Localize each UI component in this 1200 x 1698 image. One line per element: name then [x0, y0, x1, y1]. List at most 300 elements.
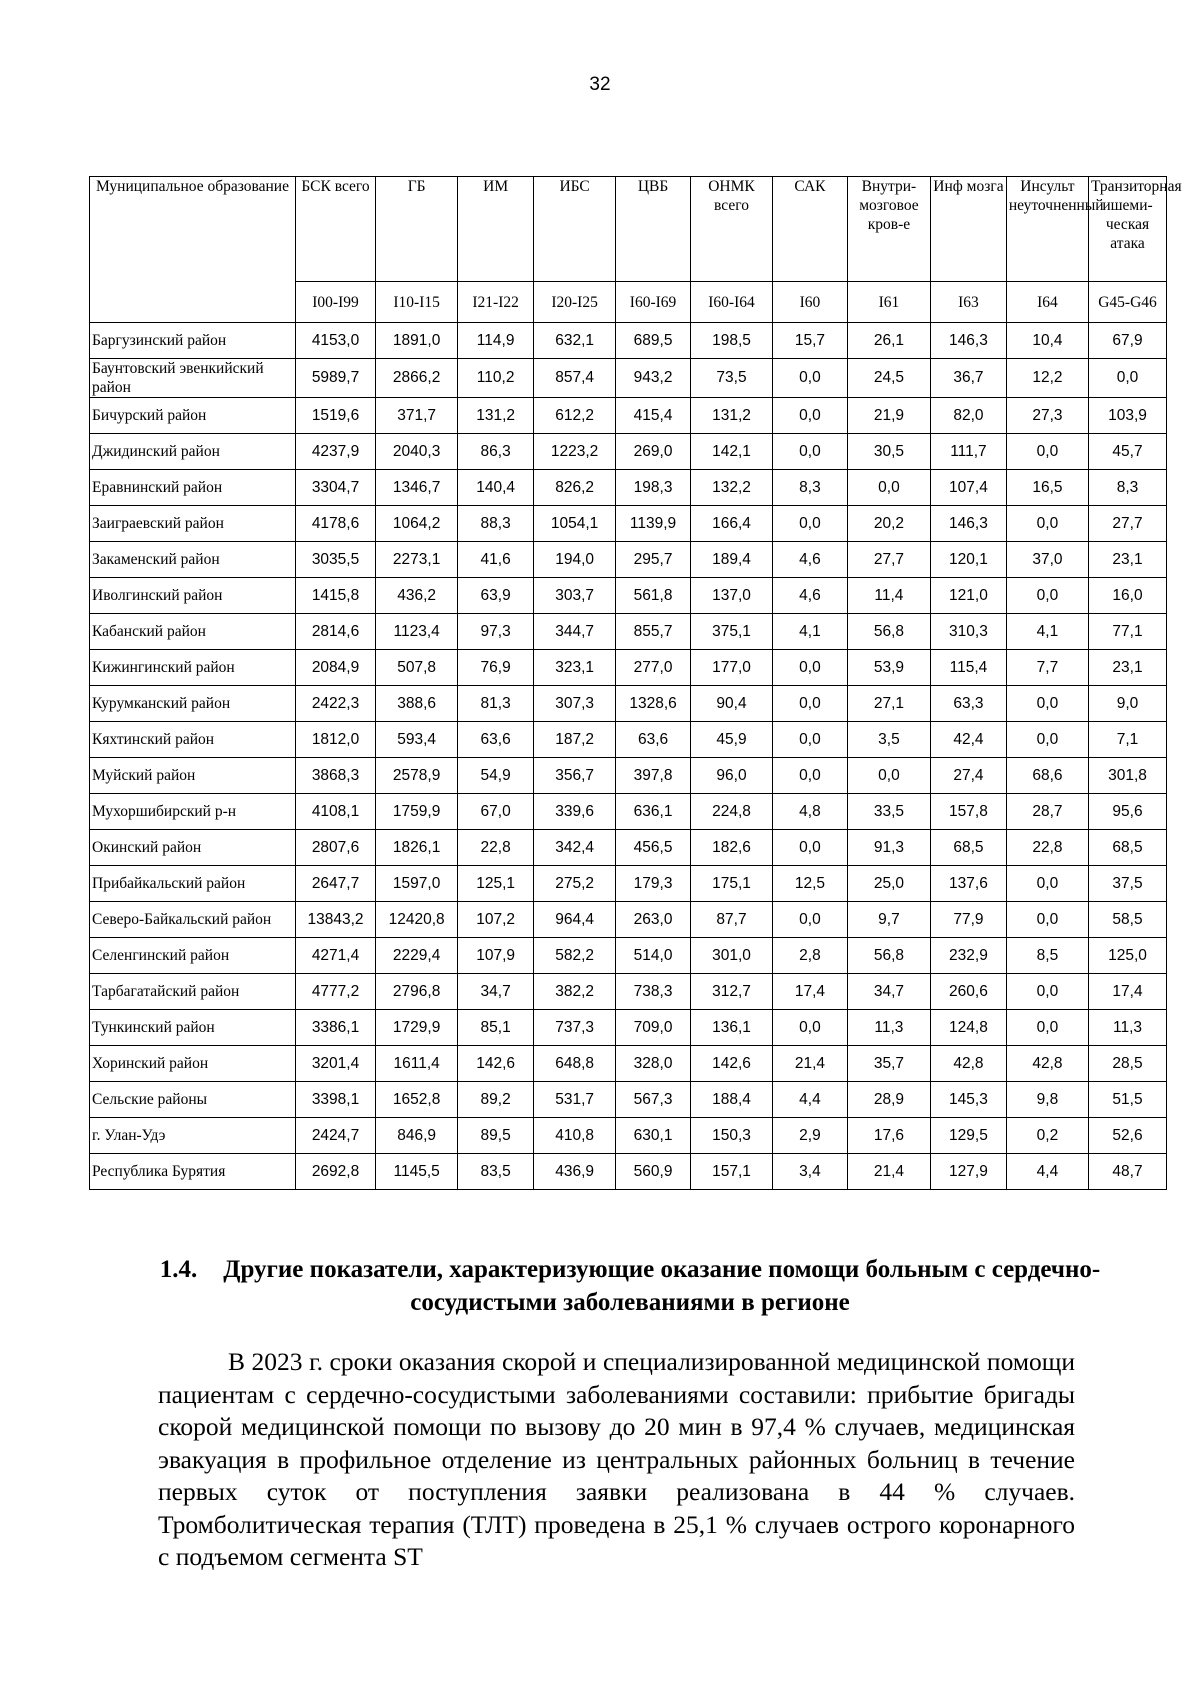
table-cell: 10,4: [1006, 323, 1088, 359]
table-cell: 17,4: [773, 974, 848, 1010]
table-cell: 12420,8: [376, 902, 458, 938]
table-cell: 142,6: [458, 1046, 534, 1082]
table-cell: 23,1: [1089, 650, 1167, 686]
table-cell: 3,4: [773, 1154, 848, 1190]
table-cell: 68,5: [1089, 830, 1167, 866]
table-cell: 68,5: [931, 830, 1007, 866]
table-cell: 1826,1: [376, 830, 458, 866]
table-cell: 436,9: [534, 1154, 616, 1190]
table-cell: 0,0: [1006, 902, 1088, 938]
table-cell: 0,0: [1006, 866, 1088, 902]
table-cell: 2,8: [773, 938, 848, 974]
table-cell: 42,4: [931, 722, 1007, 758]
table-cell: 68,6: [1006, 758, 1088, 794]
table-cell: 42,8: [931, 1046, 1007, 1082]
table-cell: 388,6: [376, 686, 458, 722]
table-cell: 582,2: [534, 938, 616, 974]
table-cell: 56,8: [847, 614, 930, 650]
table-cell: 356,7: [534, 758, 616, 794]
table-cell: 738,3: [616, 974, 691, 1010]
section-heading: [150, 1253, 1110, 1319]
table-cell: 0,0: [1006, 722, 1088, 758]
table-cell: 0,0: [773, 506, 848, 542]
table-cell: 52,6: [1089, 1118, 1167, 1154]
table-cell: 175,1: [690, 866, 772, 902]
column-header: ЦВБ: [616, 177, 691, 282]
table-cell: 0,0: [773, 434, 848, 470]
table-cell: 27,7: [1089, 506, 1167, 542]
table-cell: 77,1: [1089, 614, 1167, 650]
table-cell: 826,2: [534, 470, 616, 506]
table-cell: 4153,0: [296, 323, 376, 359]
table-cell: 30,5: [847, 434, 930, 470]
table-cell: 342,4: [534, 830, 616, 866]
table-cell: 146,3: [931, 506, 1007, 542]
table-cell: 21,4: [773, 1046, 848, 1082]
table-cell: 1328,6: [616, 686, 691, 722]
table-cell: 3,5: [847, 722, 930, 758]
table-row: [90, 578, 1167, 614]
table-cell: 0,0: [773, 359, 848, 398]
table-body: [90, 323, 1167, 1190]
table-row: [90, 323, 1167, 359]
table-cell: 269,0: [616, 434, 691, 470]
table-cell: 35,7: [847, 1046, 930, 1082]
table-cell: 127,9: [931, 1154, 1007, 1190]
table-cell: 54,9: [458, 758, 534, 794]
table-cell: 593,4: [376, 722, 458, 758]
table-row: [90, 506, 1167, 542]
table-cell: 2084,9: [296, 650, 376, 686]
table-cell: 177,0: [690, 650, 772, 686]
table-cell: 73,5: [690, 359, 772, 398]
table-cell: 37,5: [1089, 866, 1167, 902]
table-row: [90, 686, 1167, 722]
icd-code: I64: [1006, 282, 1088, 323]
table-cell: 339,6: [534, 794, 616, 830]
table-cell: 1597,0: [376, 866, 458, 902]
table-cell: 328,0: [616, 1046, 691, 1082]
table-cell: 27,7: [847, 542, 930, 578]
table-cell: 1123,4: [376, 614, 458, 650]
table-cell: 77,9: [931, 902, 1007, 938]
table-cell: 87,7: [690, 902, 772, 938]
municipality-name: Курумканский район: [90, 686, 296, 722]
column-header: Транзиторная ишеми-ческая атака: [1089, 177, 1167, 282]
table-cell: 107,4: [931, 470, 1007, 506]
table-cell: 0,0: [847, 758, 930, 794]
table-cell: 129,5: [931, 1118, 1007, 1154]
table-cell: 0,0: [1089, 359, 1167, 398]
table-cell: 4,4: [1006, 1154, 1088, 1190]
table-cell: 0,0: [773, 650, 848, 686]
table-cell: 636,1: [616, 794, 691, 830]
municipality-name: Кабанский район: [90, 614, 296, 650]
table-row: [90, 902, 1167, 938]
table-cell: 140,4: [458, 470, 534, 506]
municipality-name: Окинский район: [90, 830, 296, 866]
table-cell: 1054,1: [534, 506, 616, 542]
table-row: [90, 758, 1167, 794]
table-cell: 0,0: [1006, 686, 1088, 722]
table-cell: 943,2: [616, 359, 691, 398]
column-header: ИБС: [534, 177, 616, 282]
table-cell: 632,1: [534, 323, 616, 359]
icd-code: I60-I69: [616, 282, 691, 323]
table-row: [90, 1046, 1167, 1082]
table-cell: 7,1: [1089, 722, 1167, 758]
table-cell: 26,1: [847, 323, 930, 359]
table-cell: 67,0: [458, 794, 534, 830]
table-cell: 846,9: [376, 1118, 458, 1154]
table-cell: 125,1: [458, 866, 534, 902]
table-cell: 3304,7: [296, 470, 376, 506]
table-cell: 2578,9: [376, 758, 458, 794]
table-cell: 1139,9: [616, 506, 691, 542]
table-cell: 4178,6: [296, 506, 376, 542]
column-header: САК: [773, 177, 848, 282]
table-cell: 58,5: [1089, 902, 1167, 938]
table-cell: 194,0: [534, 542, 616, 578]
table-cell: 2866,2: [376, 359, 458, 398]
table-row: [90, 722, 1167, 758]
table-cell: 63,6: [616, 722, 691, 758]
table-cell: 22,8: [1006, 830, 1088, 866]
table-cell: 3386,1: [296, 1010, 376, 1046]
table-cell: 4108,1: [296, 794, 376, 830]
icd-code: I10-I15: [376, 282, 458, 323]
table-cell: 12,2: [1006, 359, 1088, 398]
table-cell: 0,0: [1006, 434, 1088, 470]
table-cell: 179,3: [616, 866, 691, 902]
table-cell: 28,5: [1089, 1046, 1167, 1082]
municipality-name: г. Улан-Удэ: [90, 1118, 296, 1154]
table-cell: 301,8: [1089, 758, 1167, 794]
table-cell: 275,2: [534, 866, 616, 902]
table-cell: 1519,6: [296, 398, 376, 434]
table-cell: 567,3: [616, 1082, 691, 1118]
table-cell: 166,4: [690, 506, 772, 542]
table-cell: 4,1: [773, 614, 848, 650]
table-cell: 150,3: [690, 1118, 772, 1154]
table-cell: 561,8: [616, 578, 691, 614]
column-header: ГБ: [376, 177, 458, 282]
table-cell: 107,9: [458, 938, 534, 974]
table-cell: 8,3: [773, 470, 848, 506]
table-cell: 25,0: [847, 866, 930, 902]
municipality-name: Бичурский район: [90, 398, 296, 434]
table-cell: 131,2: [458, 398, 534, 434]
table-row: [90, 1082, 1167, 1118]
table-cell: 41,6: [458, 542, 534, 578]
municipality-name: Джидинский район: [90, 434, 296, 470]
table-cell: 11,3: [1089, 1010, 1167, 1046]
table-cell: 63,6: [458, 722, 534, 758]
table-cell: 56,8: [847, 938, 930, 974]
table-cell: 2647,7: [296, 866, 376, 902]
table-cell: 323,1: [534, 650, 616, 686]
table-cell: 0,0: [773, 686, 848, 722]
table-cell: 20,2: [847, 506, 930, 542]
table-cell: 3398,1: [296, 1082, 376, 1118]
table-cell: 36,7: [931, 359, 1007, 398]
table-cell: 53,9: [847, 650, 930, 686]
table-cell: 21,4: [847, 1154, 930, 1190]
table-cell: 63,9: [458, 578, 534, 614]
table-cell: 187,2: [534, 722, 616, 758]
table-cell: 82,0: [931, 398, 1007, 434]
municipality-name: Хоринский район: [90, 1046, 296, 1082]
icd-code: I21-I22: [458, 282, 534, 323]
table-cell: 89,2: [458, 1082, 534, 1118]
table-row: [90, 434, 1167, 470]
table-cell: 111,7: [931, 434, 1007, 470]
table-cell: 1415,8: [296, 578, 376, 614]
table-cell: 23,1: [1089, 542, 1167, 578]
table-cell: 310,3: [931, 614, 1007, 650]
table-cell: 189,4: [690, 542, 772, 578]
table-cell: 295,7: [616, 542, 691, 578]
table-row: [90, 830, 1167, 866]
table-cell: 2814,6: [296, 614, 376, 650]
table-cell: 2040,3: [376, 434, 458, 470]
table-cell: 2424,7: [296, 1118, 376, 1154]
table-cell: 303,7: [534, 578, 616, 614]
table-cell: 0,0: [1006, 578, 1088, 614]
table-cell: 12,5: [773, 866, 848, 902]
table-cell: 382,2: [534, 974, 616, 1010]
table-cell: 33,5: [847, 794, 930, 830]
table-cell: 107,2: [458, 902, 534, 938]
table-cell: 146,3: [931, 323, 1007, 359]
table-cell: 88,3: [458, 506, 534, 542]
table-cell: 120,1: [931, 542, 1007, 578]
table-cell: 21,9: [847, 398, 930, 434]
column-header: Инсульт неуточненный: [1006, 177, 1088, 282]
table-row: [90, 1154, 1167, 1190]
table-row: [90, 866, 1167, 902]
table-cell: 371,7: [376, 398, 458, 434]
table-cell: 301,0: [690, 938, 772, 974]
table-cell: 709,0: [616, 1010, 691, 1046]
column-header: Внутри-мозговое кров-е: [847, 177, 930, 282]
table-row: [90, 398, 1167, 434]
body-paragraph: В 2023 г. сроки оказания скорой и специализированной медицинской помощи пациентам с сердечно-сосудистыми заболеваниями составили: прибытие бригады скорой медицинской помощи по вызову до 20 мин в 97,4 % случаев, медицинская эвакуация в профильное отделение из центральных районных больниц в течение первых суток от поступления заявки реализована в 44 % случаев. Тромболитическая терапия (ТЛТ) проведена в 25,1 % случаев острого коронарного с подъемом сегмента ST: [158, 1347, 1075, 1571]
column-header-municipality: Муниципальное образование: [90, 177, 296, 323]
table-cell: 2229,4: [376, 938, 458, 974]
table-cell: 48,7: [1089, 1154, 1167, 1190]
table-cell: 28,7: [1006, 794, 1088, 830]
table-cell: 136,1: [690, 1010, 772, 1046]
municipality-name: Заиграевский район: [90, 506, 296, 542]
table-cell: 375,1: [690, 614, 772, 650]
table-cell: 855,7: [616, 614, 691, 650]
table-cell: 83,5: [458, 1154, 534, 1190]
header-names-row: [90, 177, 1167, 282]
icd-code: I63: [931, 282, 1007, 323]
table-cell: 17,4: [1089, 974, 1167, 1010]
table-cell: 2796,8: [376, 974, 458, 1010]
table-cell: 0,0: [1006, 1010, 1088, 1046]
table-cell: 4,6: [773, 578, 848, 614]
page-number: 32: [589, 74, 611, 95]
table-cell: 137,6: [931, 866, 1007, 902]
table-row: [90, 938, 1167, 974]
table-cell: 198,3: [616, 470, 691, 506]
table-row: [90, 1010, 1167, 1046]
table-cell: 24,5: [847, 359, 930, 398]
table-cell: 3035,5: [296, 542, 376, 578]
table-cell: 142,1: [690, 434, 772, 470]
table-row: [90, 542, 1167, 578]
table-cell: 42,8: [1006, 1046, 1088, 1082]
table-cell: 689,5: [616, 323, 691, 359]
section-title-text: Другие показатели, характеризующие оказание помощи больным с сердечно-сосудистыми заболеваниями в регионе: [223, 1256, 1101, 1316]
municipality-name: Кижингинский район: [90, 650, 296, 686]
table-cell: 182,6: [690, 830, 772, 866]
cardiovascular-stats-table: [89, 176, 1182, 1190]
icd-code: I61: [847, 282, 930, 323]
table-cell: 507,8: [376, 650, 458, 686]
table-cell: 415,4: [616, 398, 691, 434]
table-cell: 263,0: [616, 902, 691, 938]
table-cell: 0,0: [773, 1010, 848, 1046]
table-cell: 9,7: [847, 902, 930, 938]
table-cell: 103,9: [1089, 398, 1167, 434]
icd-code: G45-G46: [1089, 282, 1167, 323]
table-cell: 124,8: [931, 1010, 1007, 1046]
table-cell: 28,9: [847, 1082, 930, 1118]
table-row: [90, 614, 1167, 650]
table-cell: 157,1: [690, 1154, 772, 1190]
icd-code: I00-I99: [296, 282, 376, 323]
section-number: 1.4.: [159, 1256, 198, 1283]
table-cell: 11,4: [847, 578, 930, 614]
table-cell: 344,7: [534, 614, 616, 650]
table-cell: 0,0: [773, 902, 848, 938]
table-cell: 4,4: [773, 1082, 848, 1118]
table-cell: 5989,7: [296, 359, 376, 398]
table-cell: 121,0: [931, 578, 1007, 614]
table-row: [90, 650, 1167, 686]
table-cell: 86,3: [458, 434, 534, 470]
table-cell: 0,0: [1006, 506, 1088, 542]
municipality-name: Закаменский район: [90, 542, 296, 578]
table-cell: 34,7: [847, 974, 930, 1010]
municipality-name: Тункинский район: [90, 1010, 296, 1046]
table-cell: 81,3: [458, 686, 534, 722]
table-cell: 410,8: [534, 1118, 616, 1154]
table-row: [90, 794, 1167, 830]
table-cell: 630,1: [616, 1118, 691, 1154]
table-cell: 16,0: [1089, 578, 1167, 614]
table-cell: 198,5: [690, 323, 772, 359]
table-cell: 4,6: [773, 542, 848, 578]
municipality-name: Кяхтинский район: [90, 722, 296, 758]
table-cell: 114,9: [458, 323, 534, 359]
column-header: ИМ: [458, 177, 534, 282]
table-cell: 27,1: [847, 686, 930, 722]
table-cell: 224,8: [690, 794, 772, 830]
table-cell: 612,2: [534, 398, 616, 434]
table-cell: 145,3: [931, 1082, 1007, 1118]
table-cell: 0,0: [773, 830, 848, 866]
table-cell: 0,0: [773, 398, 848, 434]
table-cell: 0,2: [1006, 1118, 1088, 1154]
table-cell: 2,9: [773, 1118, 848, 1154]
table-cell: 132,2: [690, 470, 772, 506]
municipality-name: Иволгинский район: [90, 578, 296, 614]
municipality-name: Северо-Байкальский район: [90, 902, 296, 938]
table-cell: 0,0: [773, 722, 848, 758]
table-cell: 1346,7: [376, 470, 458, 506]
table-cell: 648,8: [534, 1046, 616, 1082]
table-cell: 8,3: [1089, 470, 1167, 506]
table-cell: 67,9: [1089, 323, 1167, 359]
table-cell: 436,2: [376, 578, 458, 614]
table-cell: 1759,9: [376, 794, 458, 830]
table-cell: 4237,9: [296, 434, 376, 470]
table-cell: 3868,3: [296, 758, 376, 794]
municipality-name: Селенгинский район: [90, 938, 296, 974]
table-cell: 4271,4: [296, 938, 376, 974]
table-cell: 514,0: [616, 938, 691, 974]
table-cell: 95,6: [1089, 794, 1167, 830]
column-header: ОНМК всего: [690, 177, 772, 282]
table-cell: 27,4: [931, 758, 1007, 794]
table-cell: 531,7: [534, 1082, 616, 1118]
table-cell: 2273,1: [376, 542, 458, 578]
table-cell: 737,3: [534, 1010, 616, 1046]
table-cell: 2692,8: [296, 1154, 376, 1190]
table-cell: 277,0: [616, 650, 691, 686]
table-row: [90, 974, 1167, 1010]
table-cell: 1891,0: [376, 323, 458, 359]
table-cell: 9,0: [1089, 686, 1167, 722]
table-cell: 110,2: [458, 359, 534, 398]
table-cell: 45,7: [1089, 434, 1167, 470]
table-cell: 97,3: [458, 614, 534, 650]
table-cell: 188,4: [690, 1082, 772, 1118]
icd-code: I20-I25: [534, 282, 616, 323]
table-cell: 157,8: [931, 794, 1007, 830]
table-cell: 16,5: [1006, 470, 1088, 506]
table-cell: 34,7: [458, 974, 534, 1010]
table-cell: 1729,9: [376, 1010, 458, 1046]
table-cell: 142,6: [690, 1046, 772, 1082]
icd-code: I60: [773, 282, 848, 323]
table-cell: 63,3: [931, 686, 1007, 722]
table-cell: 560,9: [616, 1154, 691, 1190]
table-cell: 13843,2: [296, 902, 376, 938]
table-cell: 89,5: [458, 1118, 534, 1154]
table-cell: 1145,5: [376, 1154, 458, 1190]
table-row: [90, 470, 1167, 506]
table-cell: 1611,4: [376, 1046, 458, 1082]
table-cell: 137,0: [690, 578, 772, 614]
table-cell: 1223,2: [534, 434, 616, 470]
table-cell: 4,8: [773, 794, 848, 830]
table-cell: 1652,8: [376, 1082, 458, 1118]
table-cell: 17,6: [847, 1118, 930, 1154]
column-header: БСК всего: [296, 177, 376, 282]
table-cell: 232,9: [931, 938, 1007, 974]
table-cell: 76,9: [458, 650, 534, 686]
table-cell: 7,7: [1006, 650, 1088, 686]
table-cell: 22,8: [458, 830, 534, 866]
table-row: [90, 359, 1167, 398]
table-cell: 4,1: [1006, 614, 1088, 650]
